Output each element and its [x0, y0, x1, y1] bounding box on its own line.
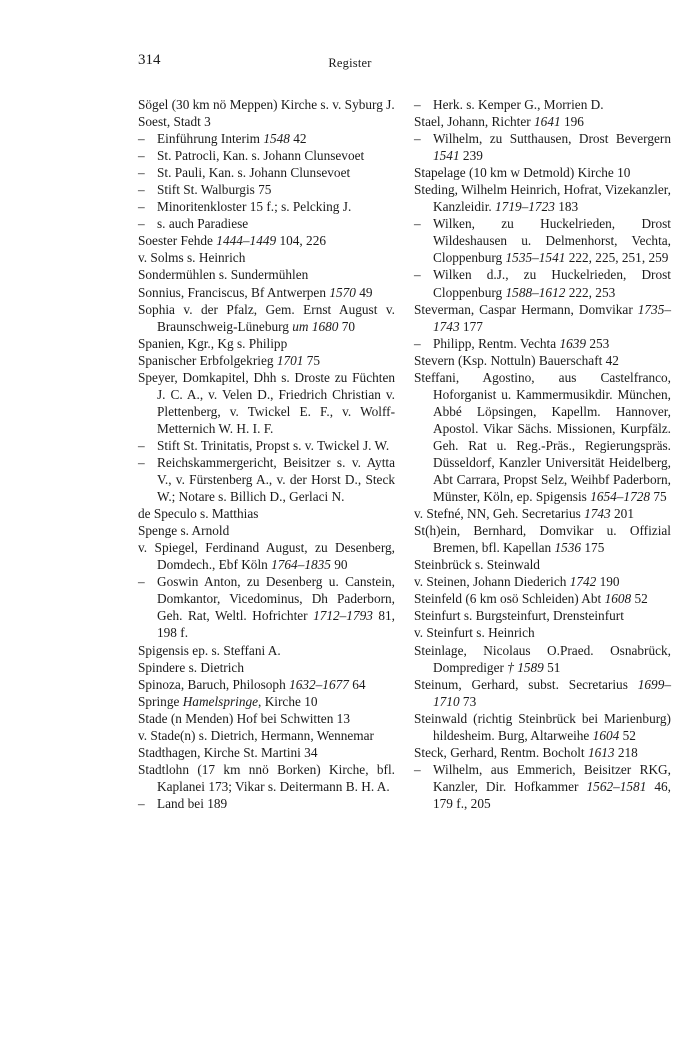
entry-text: Spanien, Kgr., Kg s. Philipp	[138, 335, 288, 351]
entry-text: Stael, Johann, Richter	[414, 114, 535, 130]
index-subentry	[138, 215, 395, 232]
entry-text: Spanischer Erbfolgekrieg	[138, 352, 277, 368]
index-entry	[414, 369, 671, 505]
entry-text: 175	[581, 540, 605, 556]
entry-text: v. Stefné, NN, Geh. Secretarius	[414, 506, 585, 522]
index-entry	[138, 642, 395, 659]
index-entry	[138, 522, 395, 539]
entry-text: 64	[348, 676, 366, 692]
index-entry	[138, 335, 395, 352]
index-subentry	[138, 164, 395, 181]
entry-text: 90	[330, 557, 348, 573]
entry-text: Herk. s. Kemper G., Morrien D.	[433, 97, 604, 112]
entry-text: 46, 179 f., 205	[433, 778, 672, 811]
entry-text: v. Steinen, Johann Diederich	[414, 574, 570, 590]
entry-date: 1541	[433, 148, 460, 164]
index-entry	[414, 556, 671, 573]
index-entry	[138, 266, 395, 283]
index-entry	[138, 505, 395, 522]
entry-text: St. Pauli, Kan. s. Johann Clunsevoet	[157, 165, 351, 181]
entry-text: Steverman, Caspar Hermann, Domvikar	[414, 301, 638, 317]
entry-date: 1536	[554, 540, 582, 556]
entry-date: 1548	[263, 131, 290, 147]
index-entry	[414, 607, 671, 624]
subentry-dash: –	[138, 148, 145, 164]
index-entry	[414, 642, 671, 676]
entry-text: Wilhelm, zu Sutthausen, Drost Bevergern	[433, 131, 671, 147]
entry-text: Land bei 189	[157, 795, 228, 811]
entry-text: 177	[459, 318, 483, 334]
subentry-dash: –	[138, 199, 145, 215]
index-entry	[138, 727, 395, 744]
page-number: 314	[138, 52, 161, 68]
entry-text: Wilhelm, aus Emmerich, Beisitzer RKG, Kanzler, Dir. Hofkammer	[433, 761, 671, 794]
entry-date: 1444–1449	[216, 233, 277, 249]
entry-text: Steinlage, Nicolaus O.Praed. Osnabrück, Domprediger	[414, 642, 671, 675]
entry-date: 1719–1723	[495, 199, 555, 215]
entry-text: 70	[338, 318, 356, 334]
entry-date: um 1680	[292, 318, 339, 334]
entry-date: 1654–1728	[590, 489, 651, 505]
subentry-dash: –	[414, 267, 421, 283]
entry-text: v. Steinfurt s. Heinrich	[414, 625, 535, 641]
entry-date: 1562–1581	[586, 778, 647, 794]
index-entry	[138, 352, 395, 369]
entry-text: 75	[303, 352, 321, 368]
entry-text: 75	[650, 489, 667, 505]
entry-text: Steinum, Gerhard, subst. Secretarius	[414, 676, 638, 692]
entry-date: 1639	[559, 335, 587, 351]
entry-date: 1608	[604, 591, 632, 607]
entry-text: Steinwald (richtig Steinbrück bei Marienburg) hildesheim. Burg, Altarweihe	[414, 710, 671, 743]
index-column-right	[414, 96, 671, 812]
index-entry	[138, 249, 395, 266]
index-column-left	[138, 96, 395, 812]
entry-text: Sögel (30 km nö Meppen) Kirche s. v. Syburg J.	[138, 97, 395, 112]
subentry-dash: –	[138, 131, 145, 147]
entry-text: Stift St. Walburgis 75	[157, 182, 272, 198]
entry-text: 104, 226	[276, 233, 327, 249]
entry-text: Wilken d.J., zu Huckelrieden, Drost Cloppenburg	[433, 267, 671, 300]
index-subentry	[138, 130, 395, 147]
index-subentry	[138, 454, 395, 505]
entry-text: 52	[631, 591, 648, 607]
entry-date: 1743	[584, 506, 611, 522]
subentry-dash: –	[414, 131, 421, 147]
entry-text: 51	[543, 659, 561, 675]
index-entry	[138, 96, 395, 113]
entry-text: Stift St. Trinitatis, Propst s. v. Twickel J. W.	[157, 437, 390, 453]
index-entry	[414, 181, 671, 215]
entry-text: Steinbrück s. Steinwald	[414, 557, 540, 573]
entry-text: 201	[610, 506, 634, 522]
entry-text: v. Spiegel, Ferdinand August, zu Desenberg, Domdech., Ebf Köln	[138, 540, 395, 573]
entry-text: Springe	[138, 693, 183, 709]
entry-text: Philipp, Rentm. Vechta	[433, 335, 560, 351]
index-entry	[138, 284, 395, 301]
index-entry	[414, 676, 671, 710]
index-entry	[414, 624, 671, 641]
index-entry	[138, 744, 395, 761]
entry-text: Steinfeld (6 km osö Schleiden) Abt	[414, 591, 605, 607]
index-entry	[138, 369, 395, 437]
entry-date: Hamelspringe	[182, 693, 259, 709]
subentry-dash: –	[138, 795, 145, 811]
entry-date: 1701	[276, 352, 304, 368]
entry-date: 1712–1793	[313, 608, 373, 624]
entry-text: Steffani, Agostino, aus Castelfranco, Hoforganist u. Kammermusikdir. München, Abbé Löpsingen, Kapellm. Hannover, Apostol. Vikar Sächs. Missionen, Kurpfälz. Geh. Rat u. Reg.-Präs., Regierungspräs. Düsseldorf, Kanzler Universität Heidelberg, Abt Carrara, Propst Selz, Weihbf Paderborn, Münster, Köln, ep. Spigensis	[414, 369, 671, 505]
entry-text: Stevern (Ksp. Nottuln) Bauerschaft 42	[414, 352, 619, 368]
index-entry	[414, 505, 671, 522]
entry-date: 1764–1835	[271, 557, 331, 573]
subentry-dash: –	[138, 165, 145, 181]
entry-text: 49	[355, 284, 373, 300]
entry-text: 190	[596, 574, 620, 590]
entry-text: Spinoza, Baruch, Philosoph	[138, 676, 290, 692]
entry-text: Stadtlohn (17 km nnö Borken) Kirche, bfl. Kaplanei 173; Vikar s. Deitermann B. H. A.	[138, 761, 395, 794]
index-subentry	[414, 335, 671, 352]
index-subentry	[138, 795, 395, 812]
index-entry	[414, 164, 671, 181]
entry-date: 1613	[587, 744, 615, 760]
entry-text: Steck, Gerhard, Rentm. Bocholt	[414, 744, 588, 760]
index-entry	[414, 590, 671, 607]
index-entry	[138, 113, 395, 130]
index-subentry	[414, 130, 671, 164]
entry-date: 1535–1541	[505, 250, 566, 266]
entry-text: 42	[289, 131, 307, 147]
entry-text: 52	[619, 727, 636, 743]
entry-date: † 1589	[507, 659, 544, 675]
entry-text: Minoritenkloster 15 f.; s. Pelcking J.	[157, 199, 352, 215]
index-entry	[138, 232, 395, 249]
entry-text: 222, 253	[565, 284, 616, 300]
entry-text: 81, 198 f.	[157, 608, 395, 641]
entry-text: Einführung Interim	[157, 131, 264, 147]
entry-date: 1699–1710	[433, 676, 671, 709]
index-subentry	[138, 573, 395, 641]
index-entry	[414, 352, 671, 369]
entry-text: , Kirche 10	[258, 693, 318, 709]
entry-date: 1570	[329, 284, 356, 300]
entry-text: de Speculo s. Matthias	[138, 506, 259, 522]
index-subentry	[414, 215, 671, 266]
index-entry	[138, 676, 395, 693]
index-entry	[138, 761, 395, 795]
index-entry	[414, 744, 671, 761]
entry-text: Sonnius, Franciscus, Bf Antwerpen	[138, 284, 330, 300]
entry-text: Steinfurt s. Burgsteinfurt, Drensteinfurt	[414, 608, 624, 624]
index-subentry	[414, 266, 671, 300]
subentry-dash: –	[138, 574, 145, 590]
subentry-dash: –	[414, 335, 421, 351]
entry-date: 1604	[592, 727, 620, 743]
index-entry	[138, 693, 395, 710]
index-entry	[414, 301, 671, 335]
entry-date: 1588–1612	[505, 284, 566, 300]
entry-text: v. Stade(n) s. Dietrich, Hermann, Wennemar	[138, 727, 374, 743]
index-subentry	[414, 96, 671, 113]
entry-text: s. auch Paradiese	[157, 216, 249, 232]
entry-text: Spenge s. Arnold	[138, 523, 230, 539]
page-header	[0, 50, 700, 74]
entry-text: 239	[459, 148, 483, 164]
subentry-dash: –	[414, 97, 421, 112]
entry-text: Sophia v. der Pfalz, Gem. Ernst August v. Braunschweig-Lüneburg	[138, 301, 395, 334]
subentry-dash: –	[414, 216, 421, 232]
subentry-dash: –	[138, 182, 145, 198]
index-entry	[414, 573, 671, 590]
entry-date: 1632–1677	[289, 676, 349, 692]
subentry-dash: –	[414, 761, 421, 777]
entry-text: 183	[554, 199, 579, 215]
index-entry	[414, 710, 671, 744]
index-subentry	[138, 437, 395, 454]
entry-text: Soest, Stadt 3	[138, 114, 211, 130]
entry-text: Speyer, Domkapitel, Dhh s. Droste zu Füchten J. C. A., v. Velen D., Friedrich Christian v. Plettenberg, v. Twickel E. F., v. Wolff-Metternich W. H. I. F.	[138, 369, 395, 436]
index-subentry	[138, 181, 395, 198]
entry-text: Reichskammergericht, Beisitzer s. v. Aytta V., v. Fürstenberg A., v. der Horst D., Steck W.; Notare s. Billich D., Gerlaci N.	[157, 454, 395, 505]
entry-text: Stade (n Menden) Hof bei Schwitten 13	[138, 710, 350, 726]
subentry-dash: –	[138, 216, 145, 232]
entry-date: 1641	[534, 114, 561, 130]
index-entry	[138, 659, 395, 676]
index-entry	[414, 113, 671, 130]
index-entry	[138, 710, 395, 727]
entry-text: 73	[459, 693, 477, 709]
index-entry	[138, 301, 395, 335]
entry-text: Soester Fehde	[138, 233, 217, 249]
entry-text: 253	[586, 335, 610, 351]
entry-text: 222, 225, 251, 259	[565, 250, 669, 266]
entry-text: Goswin Anton, zu Desenberg u. Canstein, Domkantor, Vicedominus, Dh Paderborn, Geh. Rat, Weltl. Hofrichter	[157, 574, 395, 624]
subentry-dash: –	[138, 437, 145, 453]
entry-text: 196	[560, 114, 584, 130]
subentry-dash: –	[138, 454, 145, 470]
entry-text: Steding, Wilhelm Heinrich, Hofrat, Vizekanzler, Kanzleidir.	[414, 182, 671, 215]
running-title: Register	[328, 56, 372, 70]
entry-text: Sondermühlen s. Sundermühlen	[138, 267, 309, 283]
index-entry	[138, 539, 395, 573]
entry-date: 1735–1743	[433, 301, 671, 334]
entry-text: Wilken, zu Huckelrieden, Drost Wildeshausen u. Delmenhorst, Vechta, Cloppenburg	[433, 216, 671, 266]
index-entry	[414, 522, 671, 556]
entry-text: Stadthagen, Kirche St. Martini 34	[138, 744, 318, 760]
entry-text: St. Patrocli, Kan. s. Johann Clunsevoet	[157, 148, 365, 164]
index-subentry	[414, 761, 671, 812]
entry-text: Stapelage (10 km w Detmold) Kirche 10	[414, 165, 631, 181]
entry-text: St(h)ein, Bernhard, Domvikar u. Offizial Bremen, bfl. Kapellan	[414, 523, 671, 556]
index-subentry	[138, 147, 395, 164]
entry-text: v. Solms s. Heinrich	[138, 250, 246, 266]
entry-date: 1742	[569, 574, 597, 590]
entry-text: 218	[614, 744, 638, 760]
entry-text: Spindere s. Dietrich	[138, 659, 244, 675]
index-subentry	[138, 198, 395, 215]
entry-text: Spigensis ep. s. Steffani A.	[138, 642, 281, 658]
